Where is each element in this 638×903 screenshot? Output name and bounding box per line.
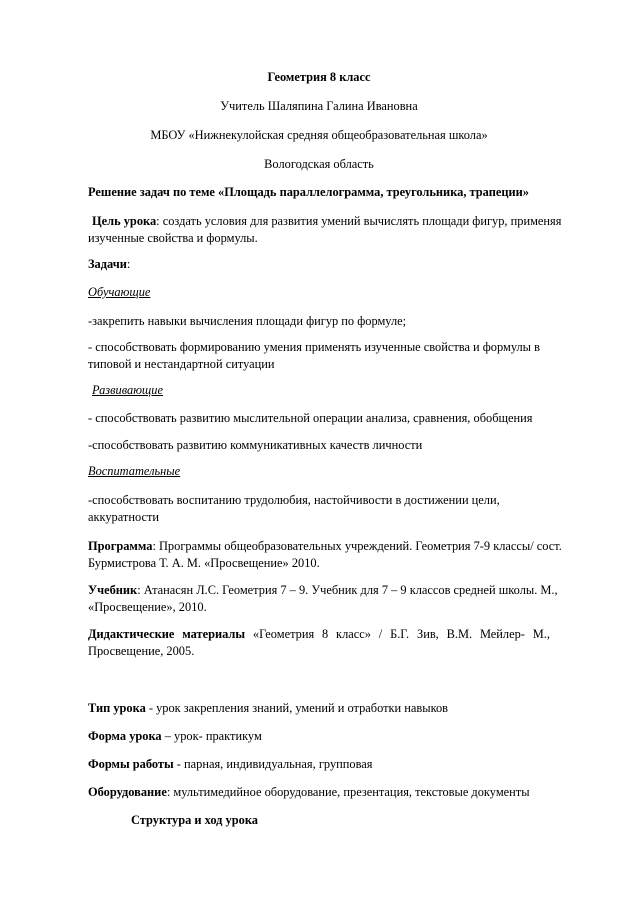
goal-text-line2: изученные свойства и формулы. <box>88 231 258 245</box>
work-forms-line <box>88 755 550 773</box>
lesson-form-line <box>88 727 550 745</box>
subject-line: Геометрия 8 класс <box>267 70 371 84</box>
educational-label-text: Воспитательные <box>88 464 181 478</box>
program-paragraph <box>88 537 562 555</box>
tasks-label: Задачи <box>88 257 127 271</box>
work-forms-label: Формы работы <box>88 757 174 771</box>
school-line: МБОУ «Нижнекулойская средняя общеобразовательная школа» <box>150 128 488 142</box>
goal-paragraph <box>92 212 562 230</box>
textbook-line1: : Атанасян Л.С. Геометрия 7 – 9. Учебник для 7 – 9 классов средней школы. М., <box>137 583 558 597</box>
educational-label <box>88 462 550 480</box>
materials-paragraph <box>88 625 550 643</box>
developing-item-1: - способствовать развитию мыслительной операции анализа, сравнения, обобщения <box>88 411 533 425</box>
work-forms-text: - парная, индивидуальная, групповая <box>173 757 373 771</box>
materials-line2: Просвещение, 2005. <box>88 644 195 658</box>
lesson-form-label: Форма урока <box>88 729 162 743</box>
educational-item-1-line1: -способствовать воспитанию трудолюбия, настойчивости в достижении цели, <box>88 493 500 507</box>
textbook-line2: «Просвещение», 2010. <box>88 600 207 614</box>
equipment-text: : мультимедийное оборудование, презентация, текстовые документы <box>166 785 530 799</box>
region-line: Вологодская область <box>264 157 374 171</box>
lesson-title: Решение задач по теме «Площадь параллелограмма, треугольника, трапеции» <box>88 185 529 199</box>
textbook-label: Учебник <box>88 583 138 597</box>
teaching-label <box>88 283 550 301</box>
goal-text-line1: : создать условия для развития умений вычислять площади фигур, применяя <box>156 214 562 228</box>
goal-label: Цель урока <box>92 214 157 228</box>
equipment-line <box>88 783 550 801</box>
lesson-type-label: Тип урока <box>88 701 146 715</box>
teaching-item-2-line2: типовой и нестандартной ситуации <box>88 357 275 371</box>
materials-label: Дидактические материалы <box>88 627 246 641</box>
developing-item-2: -способствовать развитию коммуникативных качеств личности <box>88 438 423 452</box>
lesson-type-line <box>88 699 550 717</box>
teaching-label-text: Обучающие <box>88 285 151 299</box>
structure-heading: Структура и ход урока <box>131 813 258 827</box>
program-line2: Бурмистрова Т. А. М. «Просвещение» 2010. <box>88 556 320 570</box>
teaching-item-2-line1: - способствовать формированию умения применять изученные свойства и формулы в <box>88 340 540 354</box>
lesson-form-text: – урок- практикум <box>161 729 262 743</box>
developing-label <box>92 381 554 399</box>
textbook-paragraph <box>88 581 558 599</box>
developing-label-text: Развивающие <box>92 383 163 397</box>
lesson-type-text: - урок закрепления знаний, умений и отработки навыков <box>145 701 449 715</box>
teaching-item-1: -закрепить навыки вычисления площади фигур по формуле; <box>88 314 407 328</box>
tasks-colon: : <box>126 257 131 271</box>
equipment-label: Оборудование <box>88 785 167 799</box>
tasks-heading <box>88 255 550 273</box>
teacher-line: Учитель Шаляпина Галина Ивановна <box>220 99 418 113</box>
program-line1: : Программы общеобразовательных учреждений. Геометрия 7-9 классы/ сост. <box>152 539 562 553</box>
educational-item-1-line2: аккуратности <box>88 510 160 524</box>
materials-line1: «Геометрия 8 класс» / Б.Г. Зив, В.М. Мейлер- М., <box>252 627 550 641</box>
program-label: Программа <box>88 539 153 553</box>
